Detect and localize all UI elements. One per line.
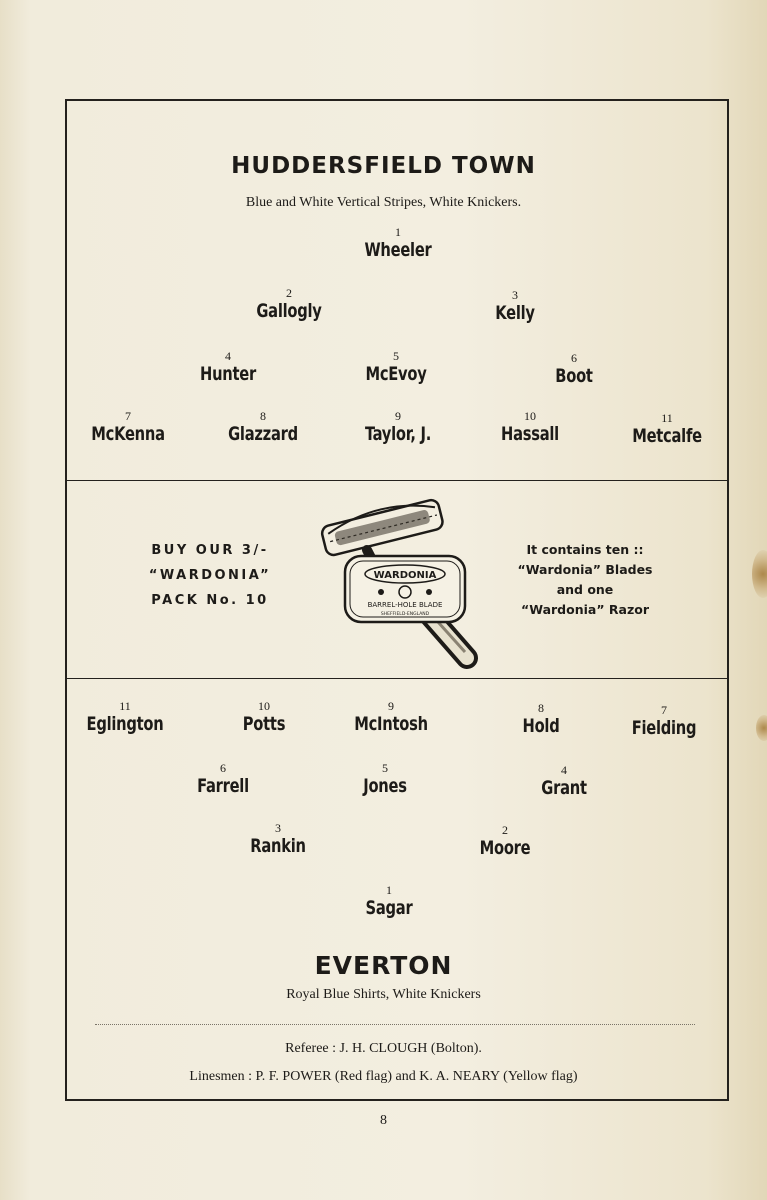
player-name: Boot [555, 365, 593, 387]
player-number: 3 [275, 821, 281, 835]
blade-brand: WARDONIA [373, 570, 437, 581]
home-player-centre-forward [333, 410, 463, 446]
away-player-goalkeeper [324, 884, 454, 920]
player-name: Farrell [197, 775, 249, 797]
player-name: Taylor, J. [364, 423, 432, 445]
away-player-right-back [440, 824, 570, 860]
home-player-left-half [509, 352, 639, 388]
away-player-inside-left [199, 700, 329, 736]
blade-label: BARREL-HOLE BLADE [367, 601, 443, 609]
player-number: 11 [661, 411, 673, 425]
home-player-left-back [450, 289, 580, 325]
player-number: 4 [225, 349, 231, 363]
away-player-left-back [213, 822, 343, 858]
paper-stain [752, 550, 767, 598]
player-name: Moore [479, 837, 531, 859]
player-name: Wheeler [364, 239, 432, 261]
player-name: Kelly [495, 302, 535, 324]
player-number: 5 [393, 349, 399, 363]
referee-line: Referee : J. H. CLOUGH (Bolton). [285, 1041, 482, 1056]
player-number: 2 [286, 286, 292, 300]
player-number: 7 [661, 703, 667, 717]
away-player-outside-right [599, 704, 729, 740]
section-divider [65, 678, 729, 679]
player-name: Metcalfe [632, 425, 702, 447]
player-number: 6 [220, 761, 226, 775]
player-name: Rankin [250, 835, 306, 857]
player-name: Jones [363, 775, 407, 797]
home-player-centre-half [331, 350, 461, 386]
player-name: Eglington [86, 713, 164, 735]
section-divider [65, 480, 729, 481]
home-team-name: HUDDERSFIELD TOWN [231, 153, 536, 179]
away-team-kit: Royal Blue Shirts, White Knickers [286, 987, 481, 1002]
player-number: 8 [260, 409, 266, 423]
home-player-outside-right [63, 410, 193, 446]
player-number: 10 [524, 409, 536, 423]
away-player-left-half [158, 762, 288, 798]
player-name: McKenna [91, 423, 165, 445]
player-name: Grant [541, 777, 587, 799]
player-name: Gallogly [256, 300, 322, 322]
player-number: 2 [502, 823, 508, 837]
home-team-kit: Blue and White Vertical Stripes, White Knickers. [245, 195, 522, 210]
linesmen-line: Linesmen : P. F. POWER (Red flag) and K. A. NEARY (Yellow flag) [189, 1069, 578, 1084]
player-name: Potts [242, 713, 286, 735]
player-number: 1 [395, 225, 401, 239]
advert-line: “Wardonia” Razor [521, 602, 649, 617]
player-number: 9 [395, 409, 401, 423]
player-number: 5 [382, 761, 388, 775]
advert-line: PACK No. 10 [151, 593, 269, 608]
advert-line: It contains ten :: [526, 542, 644, 557]
home-player-outside-left [602, 412, 732, 448]
player-number: 6 [571, 351, 577, 365]
away-player-right-half [499, 764, 629, 800]
home-player-right-back [224, 287, 354, 323]
home-player-right-half [163, 350, 293, 386]
player-number: 4 [561, 763, 567, 777]
blade-origin: SHEFFIELD-ENGLAND [380, 612, 430, 617]
away-team-name: EVERTON [314, 951, 453, 980]
away-player-centre-forward [326, 700, 456, 736]
player-name: Fielding [631, 717, 697, 739]
page-number: 8 [380, 1113, 387, 1128]
advert-line: “WARDONIA” [148, 568, 272, 583]
player-name: Hassall [501, 423, 559, 445]
razor-illustration [315, 490, 495, 672]
player-number: 9 [388, 699, 394, 713]
player-number: 3 [512, 288, 518, 302]
player-name: Hunter [200, 363, 256, 385]
player-name: Glazzard [228, 423, 298, 445]
player-number: 8 [538, 701, 544, 715]
player-number: 11 [119, 699, 131, 713]
player-name: McEvoy [365, 363, 427, 385]
advert-line: “Wardonia” Blades [517, 562, 653, 577]
advert-line: and one [556, 582, 614, 597]
player-name: Sagar [365, 897, 413, 919]
advert-offer-text [110, 538, 310, 613]
player-number: 7 [125, 409, 131, 423]
home-player-inside-left [465, 410, 595, 446]
home-player-goalkeeper [333, 226, 463, 262]
paper-stain [756, 715, 767, 741]
advert-line: BUY OUR 3/- [151, 543, 269, 558]
home-player-inside-right [198, 410, 328, 446]
officials-divider [95, 1024, 695, 1025]
player-name: Hold [522, 715, 560, 737]
player-number: 1 [386, 883, 392, 897]
away-player-inside-right [476, 702, 606, 738]
player-number: 10 [258, 699, 270, 713]
away-player-outside-left [60, 700, 190, 736]
player-name: McIntosh [354, 713, 428, 735]
away-player-centre-half [320, 762, 450, 798]
advert-contents-text [495, 540, 675, 620]
